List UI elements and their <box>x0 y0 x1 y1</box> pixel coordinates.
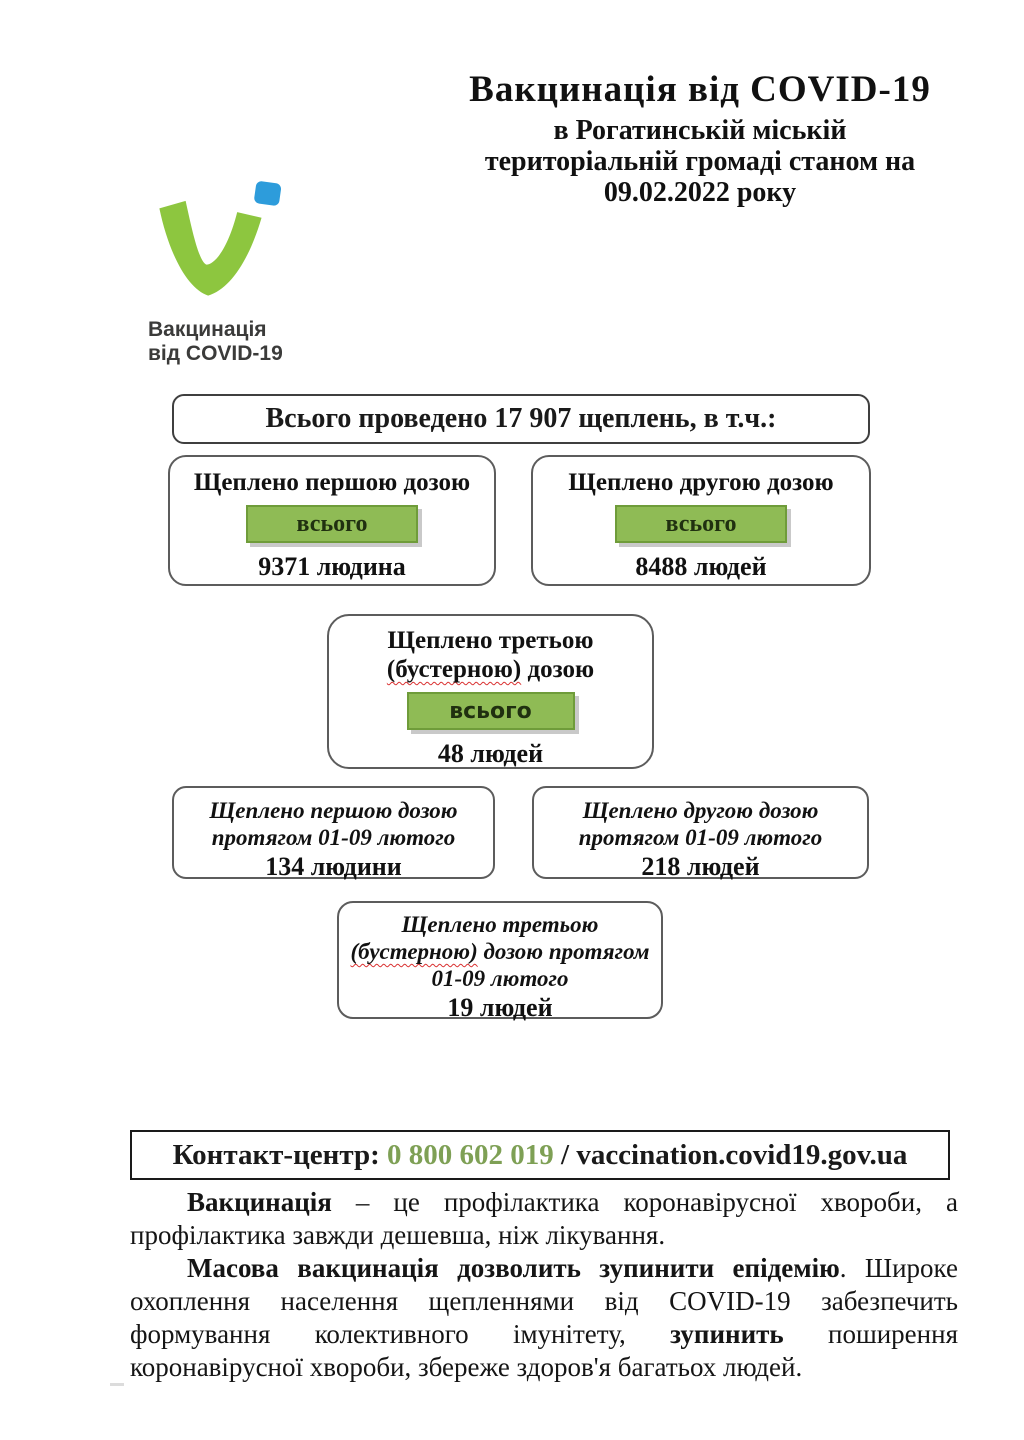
paragraph-1-lead: Вакцинація <box>187 1187 332 1217</box>
body-text <box>130 1186 958 1384</box>
second-dose-title: Щеплено другою дозою <box>568 469 834 496</box>
contact-label: Контакт-центр: <box>172 1138 387 1171</box>
third-dose-period-box <box>337 901 663 1022</box>
third-dose-box <box>327 614 654 769</box>
paragraph-1 <box>130 1186 958 1252</box>
paragraph-2 <box>130 1252 958 1384</box>
contact-website: vaccination.covid19.gov.ua <box>576 1138 908 1171</box>
summary-total-box <box>172 394 870 444</box>
logo-label-line-1: Вакцинація <box>148 318 267 341</box>
second-dose-period-box <box>532 786 869 879</box>
third-dose-period-title <box>339 911 661 992</box>
contact-center-box <box>130 1130 950 1180</box>
booster-word: (бустерною) <box>386 656 522 683</box>
paragraph-2-mid: . Широке охоплення населення щепленнями від COVID-19 забезпечить формування колективного імунітету, <box>130 1253 958 1349</box>
first-dose-period-value: 134 людини <box>265 852 402 881</box>
second-dose-bar-label: всього <box>665 510 737 537</box>
header <box>420 68 980 208</box>
page-title: Вакцинація від COVID-19 <box>469 69 931 110</box>
vaccination-logo <box>142 180 332 366</box>
second-dose-period-value: 218 людей <box>641 852 760 881</box>
subtitle-line-3: 09.02.2022 року <box>603 177 797 208</box>
logo-label <box>148 318 332 366</box>
third-dose-period-value: 19 людей <box>447 993 553 1022</box>
first-dose-period-line-1: Щеплено першою дозою <box>209 798 458 823</box>
second-dose-total-bar <box>615 505 787 543</box>
third-dose-period-line-1: Щеплено третьою <box>401 912 599 937</box>
third-dose-title-line-2-rest: дозою <box>521 656 595 683</box>
first-dose-value: 9371 людина <box>258 552 406 581</box>
contact-phone: 0 800 602 019 <box>387 1138 554 1171</box>
third-dose-period-line-2-rest: дозою протягом <box>477 939 650 964</box>
third-dose-value: 48 людей <box>437 739 544 768</box>
page-subtitle <box>420 115 980 208</box>
subtitle-line-1: в Рогатинській міській <box>553 115 847 146</box>
third-dose-title <box>329 626 652 684</box>
paragraph-2-emphasis: зупинить <box>670 1319 784 1349</box>
second-dose-box <box>531 455 871 586</box>
checkmark-v-icon <box>150 180 300 308</box>
second-dose-period-title <box>534 797 867 851</box>
third-dose-total-bar <box>407 692 575 730</box>
first-dose-period-title <box>174 797 493 851</box>
first-dose-bar-label: всього <box>296 510 368 537</box>
paragraph-2-lead: Масова вакцинація дозволить зупинити епідемію <box>187 1253 840 1283</box>
paragraph-2-rest: поширення коронавірусної хвороби, збереже здоров'я багатьох людей. <box>130 1319 958 1382</box>
second-dose-period-line-2: протягом 01-09 лютого <box>578 825 823 850</box>
paragraph-1-rest: – це профілактика коронавірусної хвороби, а профілактика завжди дешевша, ніж лікування. <box>130 1187 958 1250</box>
third-dose-period-line-3: 01-09 лютого <box>431 966 569 991</box>
second-dose-value: 8488 людей <box>635 552 767 581</box>
booster-word-period: (бустерною) <box>350 939 478 964</box>
first-dose-period-line-2: протягом 01-09 лютого <box>211 825 456 850</box>
first-dose-title: Щеплено першою дозою <box>193 469 471 496</box>
first-dose-period-box <box>172 786 495 879</box>
third-dose-title-line-1: Щеплено третьою <box>387 627 594 654</box>
third-dose-title-line-2 <box>329 655 652 684</box>
third-dose-bar-label: всього <box>449 698 532 724</box>
second-dose-period-line-1: Щеплено другою дозою <box>582 798 819 823</box>
summary-total-text: Всього проведено 17 907 щеплень, в т.ч.: <box>265 403 777 434</box>
first-dose-total-bar <box>246 505 418 543</box>
third-dose-period-line-2 <box>339 938 661 965</box>
contact-separator: / <box>553 1138 577 1171</box>
subtitle-line-2: територіальній громаді станом на <box>484 146 916 177</box>
first-dose-box <box>168 455 496 586</box>
faint-artifact-dash <box>110 1383 124 1386</box>
logo-label-line-2: від COVID-19 <box>148 342 283 365</box>
